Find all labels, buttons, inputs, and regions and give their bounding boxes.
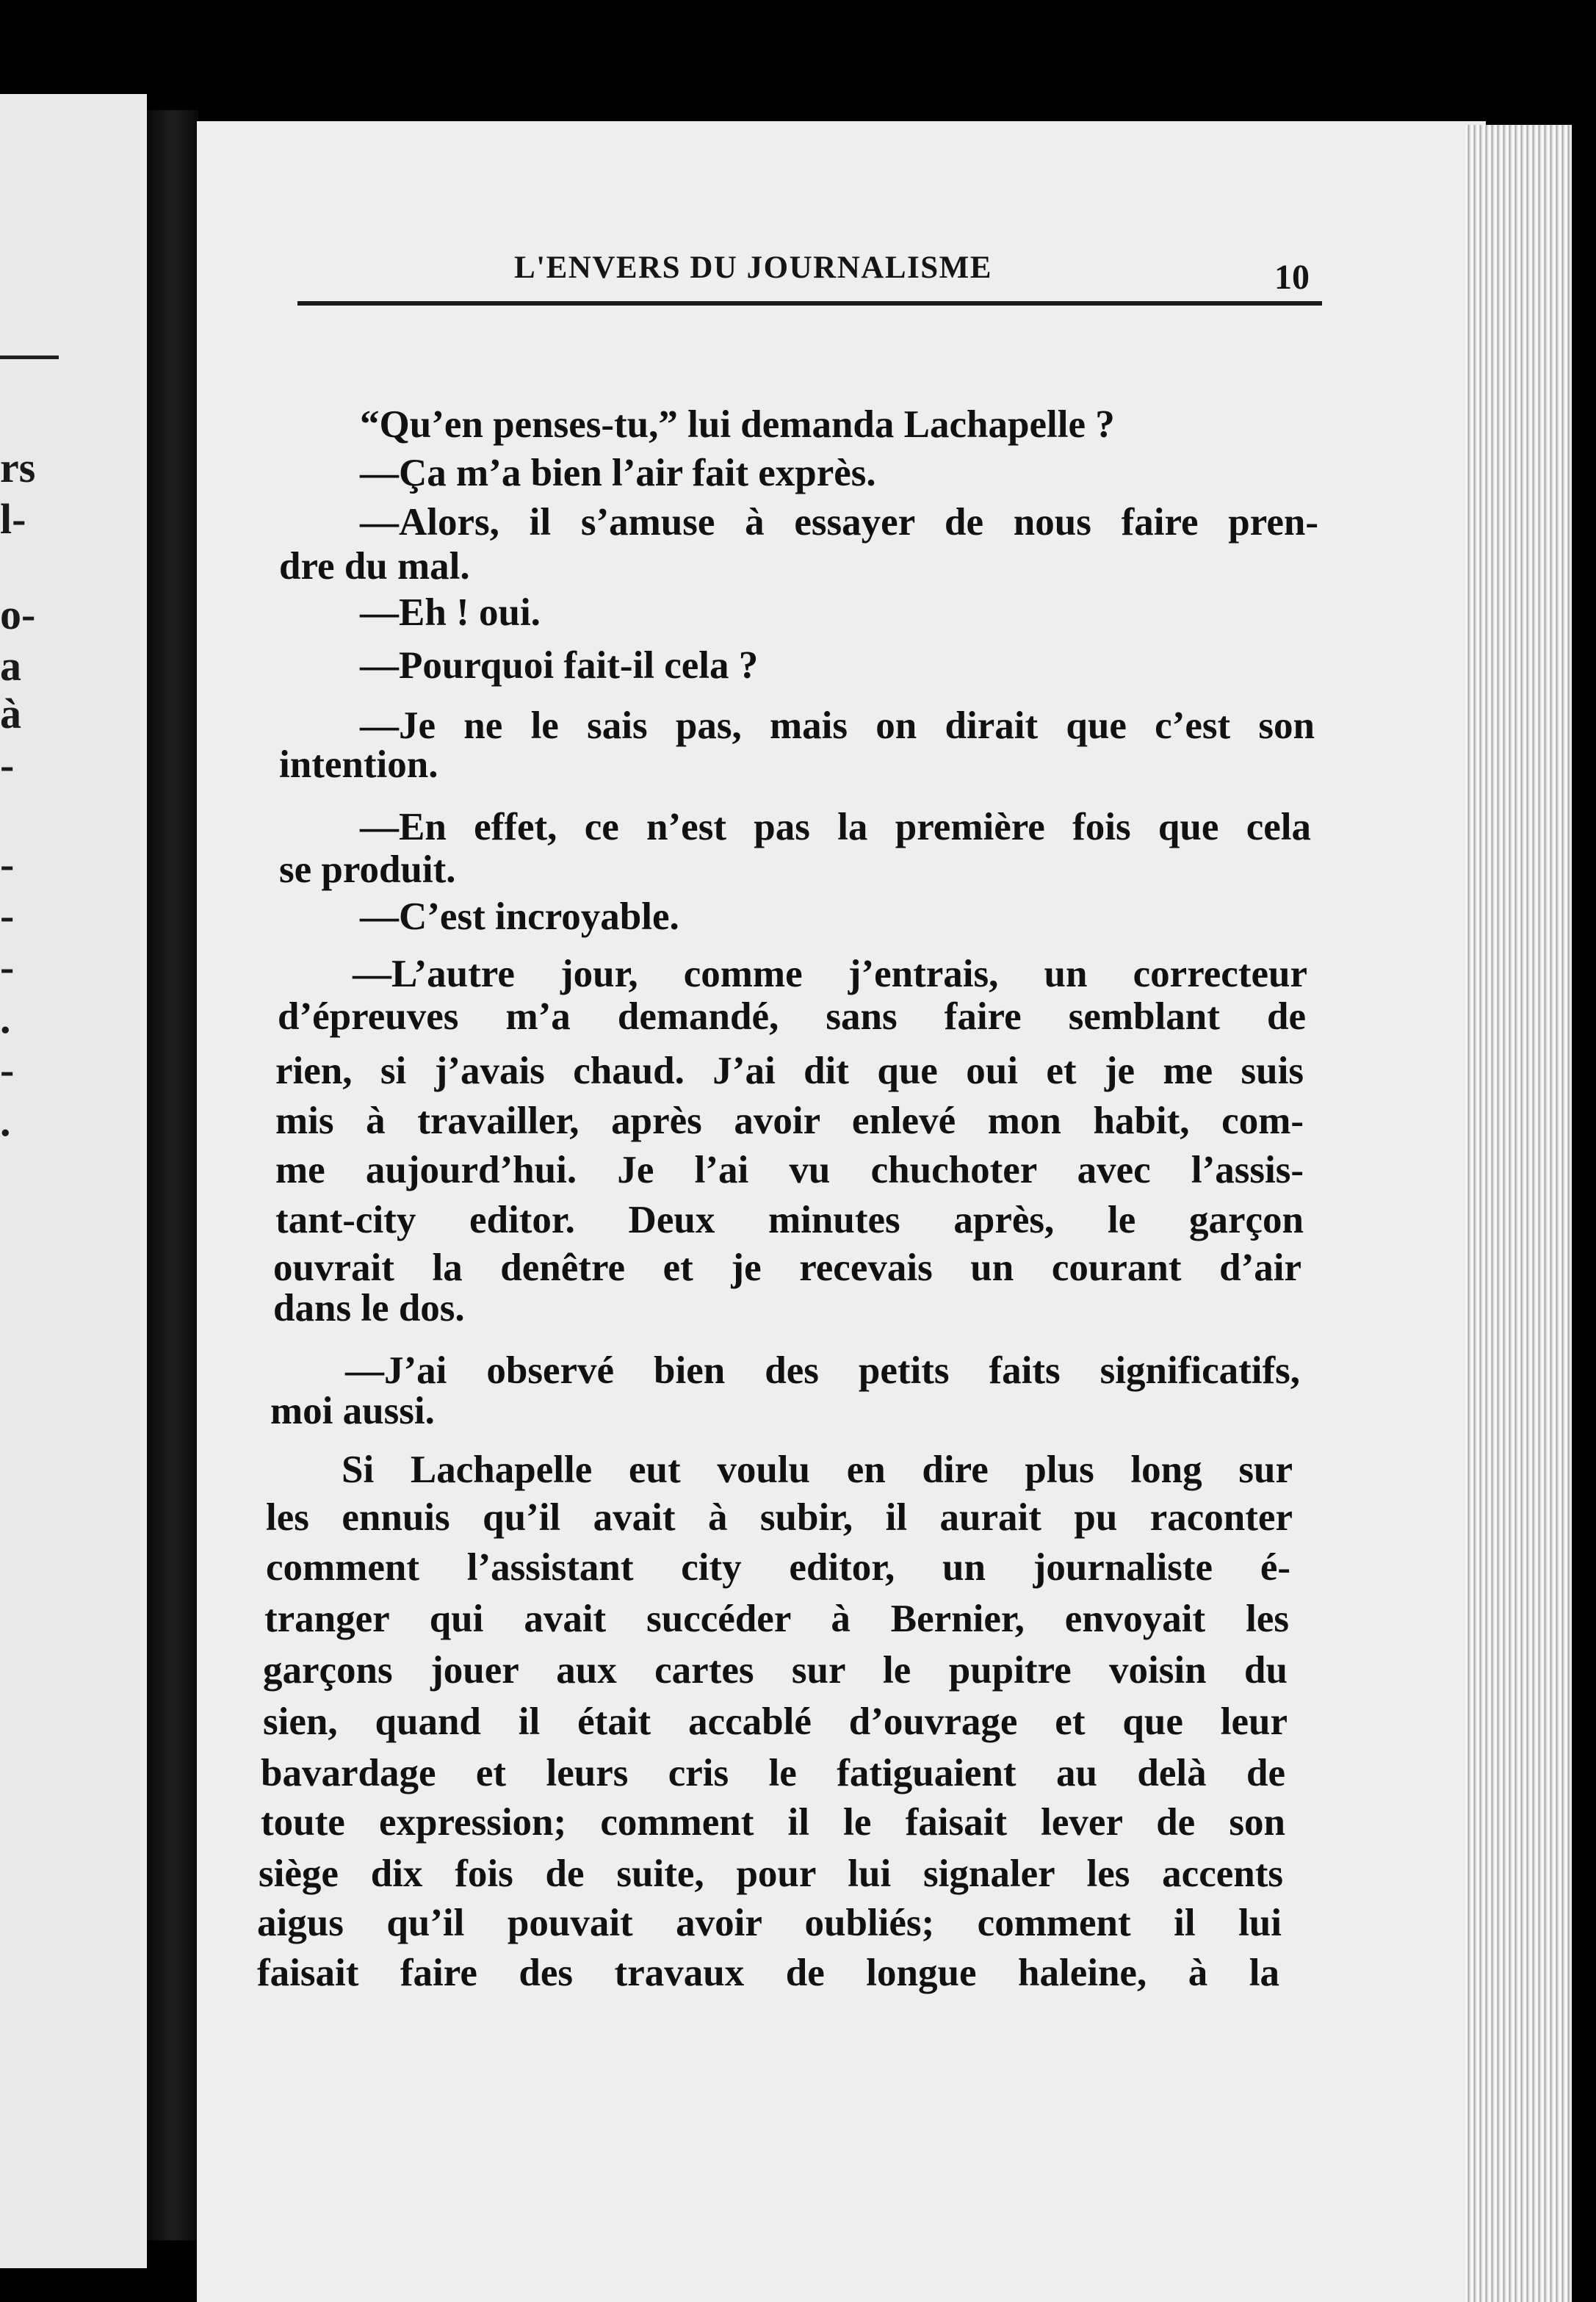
left-page-fragment: rs	[0, 444, 36, 491]
left-page-fragment: -	[0, 741, 15, 789]
text-line: dans le dos.	[273, 1287, 465, 1329]
text-line: intention.	[279, 743, 438, 786]
text-line: “Qu’en penses-tu,” lui demanda Lachapelle ?	[360, 403, 1115, 446]
text-line: aigus qu’il pouvait avoir oubliés; comment il lui	[257, 1902, 1282, 1944]
header-rule	[297, 301, 1322, 306]
left-page-fragment: à	[0, 690, 21, 737]
text-line: les ennuis qu’il avait à subir, il aurait pu raconter	[266, 1496, 1293, 1539]
left-page-fragment: -	[0, 943, 15, 991]
text-line: tant-city editor. Deux minutes après, le garçon	[275, 1199, 1304, 1241]
text-line: ouvrait la denêtre et je recevais un courant d’air	[273, 1246, 1301, 1289]
text-line: sien, quand il était accablé d’ouvrage et que leur	[263, 1700, 1288, 1743]
text-line: comment l’assistant city editor, un journaliste é-	[266, 1546, 1290, 1589]
page-number: 10	[1274, 258, 1310, 297]
text-line: —L’autre jour, comme j’entrais, un correcteur	[353, 953, 1307, 995]
text-line: tranger qui avait succéder à Bernier, envoyait les	[264, 1598, 1289, 1640]
text-line: —Ça m’a bien l’air fait exprès.	[360, 452, 876, 494]
text-line: —Je ne le sais pas, mais on dirait que c’est son	[360, 704, 1315, 747]
text-line: se produit.	[279, 848, 456, 891]
text-line: faisait faire des travaux de longue haleine, à la	[257, 1952, 1279, 1994]
page-stack-shadow	[1572, 125, 1596, 2302]
text-line: dre du mal.	[279, 545, 470, 588]
text-line: d’épreuves m’a demandé, sans faire semblant de	[278, 995, 1306, 1038]
left-page-fragment: l-	[0, 495, 26, 543]
text-line: Si Lachapelle eut voulu en dire plus long sur	[342, 1448, 1293, 1491]
page-stack-edge	[1465, 125, 1575, 2302]
left-page-fragment: -	[0, 840, 15, 888]
book-gutter	[147, 110, 198, 2240]
left-page-fragment: .	[0, 995, 11, 1042]
text-line: —Alors, il s’amuse à essayer de nous faire pren-	[360, 501, 1318, 544]
left-page-fragment: .	[0, 1097, 11, 1145]
text-line: siège dix fois de suite, pour lui signaler les accents	[259, 1852, 1283, 1895]
running-head: L'ENVERS DU JOURNALISME	[514, 250, 992, 285]
text-line: me aujourd’hui. Je l’ai vu chuchoter avec l’assis-	[275, 1149, 1304, 1191]
left-page-fragment: o-	[0, 591, 36, 638]
text-line: toute expression; comment il le faisait lever de son	[261, 1801, 1285, 1844]
left-page-fragment: -	[0, 1046, 15, 1094]
left-page-fragment: a	[0, 642, 21, 690]
left-page-rule	[0, 356, 59, 359]
text-line: —Pourquoi fait-il cela ?	[360, 644, 759, 687]
text-line: —C’est incroyable.	[360, 895, 679, 938]
text-line: —J’ai observé bien des petits faits significatifs,	[345, 1349, 1300, 1392]
text-line: —En effet, ce n’est pas la première fois que cela	[360, 806, 1311, 848]
text-line: bavardage et leurs cris le fatiguaient au delà de	[261, 1752, 1285, 1794]
left-page-edge	[0, 94, 147, 2268]
text-line: moi aussi.	[270, 1390, 435, 1432]
text-line: garçons jouer aux cartes sur le pupitre voisin du	[263, 1649, 1288, 1692]
text-line: —Eh ! oui.	[360, 591, 541, 634]
left-page-fragment: -	[0, 892, 15, 939]
text-line: mis à travailler, après avoir enlevé mon habit, com-	[275, 1100, 1304, 1142]
text-line: rien, si j’avais chaud. J’ai dit que oui et je me suis	[275, 1050, 1304, 1092]
